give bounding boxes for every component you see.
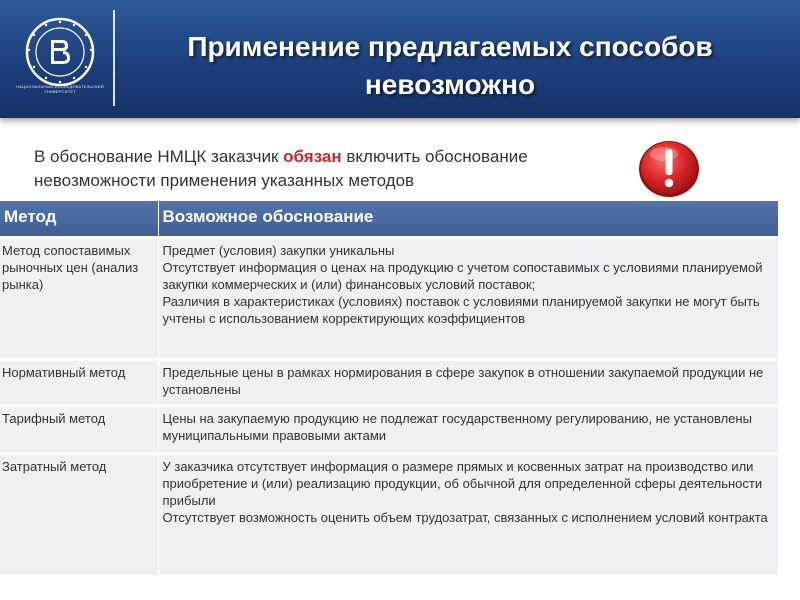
- intro-text: [34, 145, 634, 193]
- reason-line: Цены на закупаемую продукцию не подлежат государственному регулированию, не установлены муниципальными правовыми актами: [162, 410, 752, 443]
- slide-title-line1: Применение предлагаемых способов: [187, 31, 713, 62]
- table-row: [0, 405, 778, 453]
- slide-title: [150, 28, 750, 104]
- methods-table: [0, 201, 779, 575]
- method-cell: Нормативный метод: [0, 359, 158, 405]
- reason-line: Предмет (условия) закупки уникальны: [162, 242, 395, 258]
- column-header-justification: Возможное обоснование: [158, 201, 778, 237]
- table-row: [0, 237, 778, 359]
- table-row: [0, 359, 778, 405]
- justification-cell: [158, 359, 778, 405]
- table-header-row: [0, 201, 778, 237]
- logo-caption: НАЦИОНАЛЬНЫЙ ИССЛЕДОВАТЕЛЬСКИЙ УНИВЕРСИТЕТ: [16, 84, 104, 94]
- reason-line: Отсутствует информация о ценах на продукцию с учетом сопоставимых с условиями планируемой закупки коммерческих и (или) финансовых условий поставок;: [162, 259, 763, 292]
- justification-cell: [158, 405, 778, 453]
- intro-emphasis: обязан: [283, 147, 342, 166]
- exclamation-icon: [636, 138, 702, 200]
- reason-line: Различия в характеристиках (условиях) поставок с условиями планируемой закупки не могут быть учтены с использованием корректирующих коэффициентов: [162, 293, 760, 326]
- slide-title-line2: невозможно: [364, 69, 536, 100]
- reason-line: Отсутствует возможность оценить объем трудозатрат, связанных с исполнением условий контракта: [162, 509, 768, 525]
- justification-cell: [158, 237, 778, 359]
- column-header-method: Метод: [0, 201, 158, 237]
- table-row: [0, 453, 778, 575]
- intro-part1: В обоснование НМЦК заказчик: [34, 147, 284, 166]
- reason-line: Предельные цены в рамках нормирования в сфере закупок в отношении закупаемой продукции не установлены: [162, 364, 764, 397]
- intro-part2: включить обоснование невозможности применения указанных методов: [34, 147, 528, 190]
- method-cell: Метод сопоставимых рыночных цен (анализ рынка): [0, 237, 158, 359]
- slide-header: [0, 0, 800, 118]
- header-divider: [113, 10, 115, 106]
- reason-line: У заказчика отсутствует информация о размере прямых и косвенных затрат на производство или приобретение и (или) реализацию продукции, об обычной для определенной сферы деятельности прибыли: [162, 458, 763, 508]
- methods-table-wrapper: [0, 201, 778, 575]
- method-cell: Тарифный метод: [0, 405, 158, 453]
- justification-cell: [158, 453, 778, 575]
- method-cell: Затратный метод: [0, 453, 158, 575]
